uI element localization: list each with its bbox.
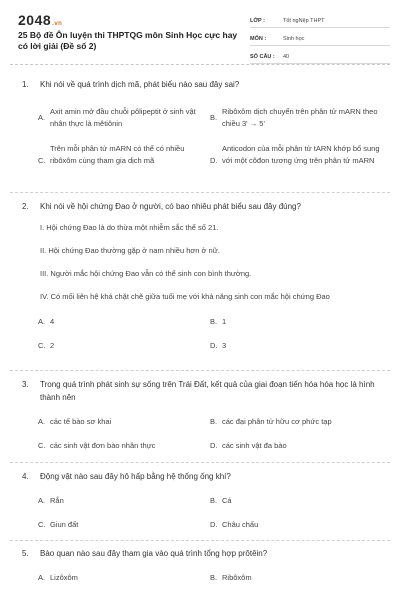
option-text: Anticodon của mỗi phân tử tARN khớp bổ sung với một côđon tương ứng trên phân tử mARN [222, 144, 380, 165]
option-a[interactable] [38, 316, 208, 328]
option-a[interactable] [38, 495, 208, 507]
option-b[interactable] [210, 495, 380, 507]
question-5 [10, 547, 390, 590]
question-divider [10, 540, 390, 541]
meta-key: MÔN : [250, 35, 267, 42]
option-letter: B. [210, 417, 218, 426]
option-letter: A. [38, 317, 46, 326]
question-number: 3. [22, 380, 29, 389]
option-d[interactable] [210, 440, 380, 452]
question-number: 1. [22, 80, 29, 89]
option-text: Rắn [50, 496, 64, 505]
site-logo[interactable] [18, 12, 62, 28]
question-text: Khi nói về hội chứng Đao ở người, có bao nhiêu phát biểu sau đây đúng? [40, 202, 301, 211]
option-a[interactable] [38, 416, 208, 428]
question-number: 4. [22, 472, 29, 481]
option-letter: A. [38, 417, 46, 426]
option-text: Ribôxôm [222, 573, 252, 582]
option-text: 2 [50, 341, 55, 350]
statement: II. Hội chứng Đao thường gặp ở nam nhiều hơn ở nữ. [40, 246, 220, 255]
meta-value: Sinh học [283, 35, 305, 42]
question-text: Động vật nào sau đây hô hấp bằng hệ thống ống khí? [40, 472, 231, 481]
question-3 [10, 378, 390, 462]
option-d[interactable] [210, 519, 380, 531]
option-text: các sinh vật đơn bào nhân thực [50, 441, 156, 450]
question-text: Trong quá trình phát sinh sự sống trên Trái Đất, kết quả của giai đoạn tiến hóa hóa học là hình thành nên [40, 380, 375, 402]
question-number: 5. [22, 549, 29, 558]
header-divider [10, 64, 390, 65]
question-divider [10, 192, 390, 193]
option-text: 1 [222, 317, 227, 326]
option-text: Lizôxôm [50, 573, 78, 582]
option-text: 3 [222, 341, 227, 350]
option-letter: A. [38, 573, 46, 582]
option-letter: C. [38, 156, 46, 165]
logo-suffix: .vn [52, 21, 63, 27]
option-a[interactable] [38, 106, 208, 130]
option-text: Trên mỗi phân tử mARN có thể có nhiều ribôxôm cùng tham gia dịch mã [50, 144, 185, 165]
option-text: Axit amin mở đầu chuỗi pôlipeptit ở sinh vật nhân thực là mêtiônin [50, 107, 196, 128]
question-divider [10, 370, 390, 371]
option-d[interactable] [210, 340, 380, 352]
option-c[interactable] [38, 340, 208, 352]
document-title: 25 Bộ đề Ôn luyện thi THPTQG môn Sinh Học cực hay có lời giải (Đề số 2) [18, 30, 238, 51]
option-letter: B. [210, 113, 218, 122]
meta-key: SỐ CÂU : [250, 53, 275, 60]
option-letter: D. [210, 341, 218, 350]
option-letter: B. [210, 573, 218, 582]
option-text: các sinh vật đa bào [222, 441, 287, 450]
option-b[interactable] [210, 416, 385, 428]
option-letter: B. [210, 496, 218, 505]
question-divider [10, 462, 390, 463]
question-4 [10, 470, 390, 539]
meta-row-class [250, 14, 390, 28]
option-c[interactable] [38, 143, 208, 167]
option-letter: D. [210, 441, 218, 450]
statement: IV. Có mối liên hệ khá chặt chẽ giữa tuổi mẹ với khả năng sinh con mắc hội chứng Đao [40, 292, 330, 301]
option-b[interactable] [210, 316, 380, 328]
option-text: các đại phân tử hữu cơ phức tạp [222, 417, 332, 426]
meta-value: 40 [283, 53, 290, 60]
option-letter: C. [38, 341, 46, 350]
option-d[interactable] [210, 143, 385, 167]
option-text: các tế bào sơ khai [50, 417, 112, 426]
logo-text: 2048 [18, 12, 52, 28]
option-letter: D. [210, 520, 218, 529]
statement: I. Hội chứng Đao là do thừa một nhiễm sắc thể số 21. [40, 223, 219, 232]
option-text: Châu chấu [222, 520, 259, 529]
option-a[interactable] [38, 572, 208, 584]
option-letter: D. [210, 156, 218, 165]
question-number: 2. [22, 202, 29, 211]
statement: III. Người mắc hội chứng Đao vẫn có thể sinh con bình thường. [40, 269, 252, 278]
meta-row-subject [250, 32, 390, 46]
option-letter: A. [38, 496, 46, 505]
question-2 [10, 200, 390, 357]
meta-value: Tốt ngNệp THPT [283, 17, 325, 24]
option-text: Cá [222, 496, 232, 505]
option-b[interactable] [210, 572, 380, 584]
option-text: 4 [50, 317, 55, 326]
option-text: Giun đất [50, 520, 79, 529]
option-letter: C. [38, 520, 46, 529]
option-letter: A. [38, 113, 46, 122]
question-text: Bào quan nào sau đây tham gia vào quá trình tổng hợp prôtêin? [40, 549, 268, 558]
option-b[interactable] [210, 106, 380, 130]
document-header [0, 0, 400, 60]
question-1 [10, 78, 390, 201]
document-meta [250, 14, 390, 68]
option-c[interactable] [38, 519, 208, 531]
meta-row-count [250, 50, 390, 64]
option-text: Ribôxôm dịch chuyển trên phân tử mARN theo chiều 3' → 5' [222, 107, 378, 128]
question-text: Khi nói về quá trình dịch mã, phát biểu nào sau đây sai? [40, 80, 240, 89]
meta-key: LỚP : [250, 17, 265, 24]
option-letter: B. [210, 317, 218, 326]
option-c[interactable] [38, 440, 208, 452]
option-letter: C. [38, 441, 46, 450]
